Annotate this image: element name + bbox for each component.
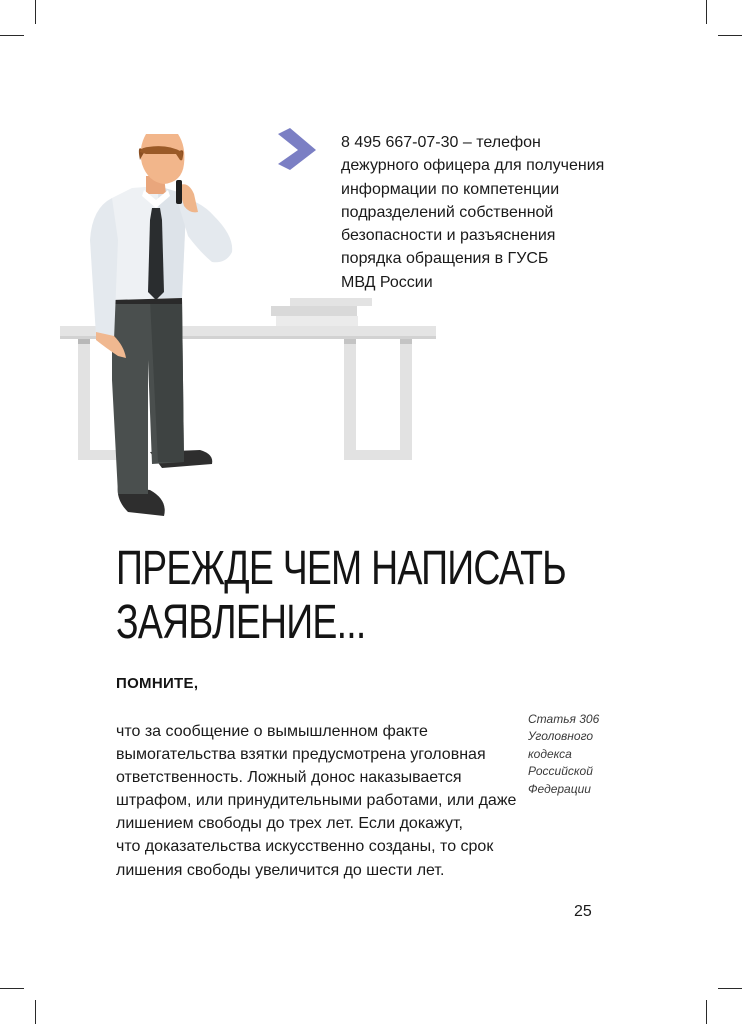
law-reference-line: Статья 306 bbox=[528, 712, 600, 726]
phone-info-line: МВД России bbox=[341, 273, 433, 291]
body-line: лишением свободы до трех лет. Если докажут, bbox=[116, 815, 463, 833]
body-line: что доказательства искусственно созданы, то срок bbox=[116, 838, 494, 856]
crop-mark bbox=[0, 988, 24, 989]
body-line: вымогательства взятки предусмотрена уголовная bbox=[116, 746, 486, 764]
page-number: 25 bbox=[574, 903, 592, 920]
crop-mark bbox=[706, 1000, 707, 1024]
law-reference-line: кодекса bbox=[528, 746, 572, 761]
phone-info-line: безопасности и разъяснения bbox=[341, 227, 556, 245]
law-reference-line: Российской bbox=[528, 764, 593, 779]
law-reference-line: Уголовного bbox=[528, 729, 594, 744]
phone-info-line: подразделений собственной bbox=[341, 203, 554, 221]
page-headline bbox=[116, 542, 693, 650]
law-reference-line: Федерации bbox=[528, 781, 591, 796]
body-paragraph bbox=[116, 720, 516, 882]
chevron-right-icon bbox=[276, 128, 318, 170]
body-line: лишения свободы увеличится до шести лет. bbox=[116, 861, 445, 879]
crop-mark bbox=[718, 988, 742, 989]
phone-info-line: порядка обращения в ГУСБ bbox=[341, 250, 549, 268]
law-reference-note bbox=[528, 711, 628, 798]
body-line: штрафом, или принудительными работами, или даже bbox=[116, 792, 517, 810]
crop-mark bbox=[35, 1000, 36, 1024]
headline-line: ЗАЯВЛЕНИЕ... bbox=[116, 596, 366, 649]
phone-info-line: информации по компетенции bbox=[341, 180, 560, 198]
body-line: ответственность. Ложный донос наказывается bbox=[116, 769, 462, 787]
body-line: что за сообщение о вымышленном факте bbox=[116, 723, 428, 740]
remember-label: ПОМНИТЕ, bbox=[116, 675, 199, 692]
headline-line: ПРЕЖДЕ ЧЕМ НАПИСАТЬ bbox=[116, 542, 566, 595]
phone-info-note bbox=[341, 131, 621, 294]
phone-info-line: 8 495 667-07-30 – телефон bbox=[341, 134, 541, 151]
phone-info-line: дежурного офицера для получения bbox=[341, 157, 605, 175]
